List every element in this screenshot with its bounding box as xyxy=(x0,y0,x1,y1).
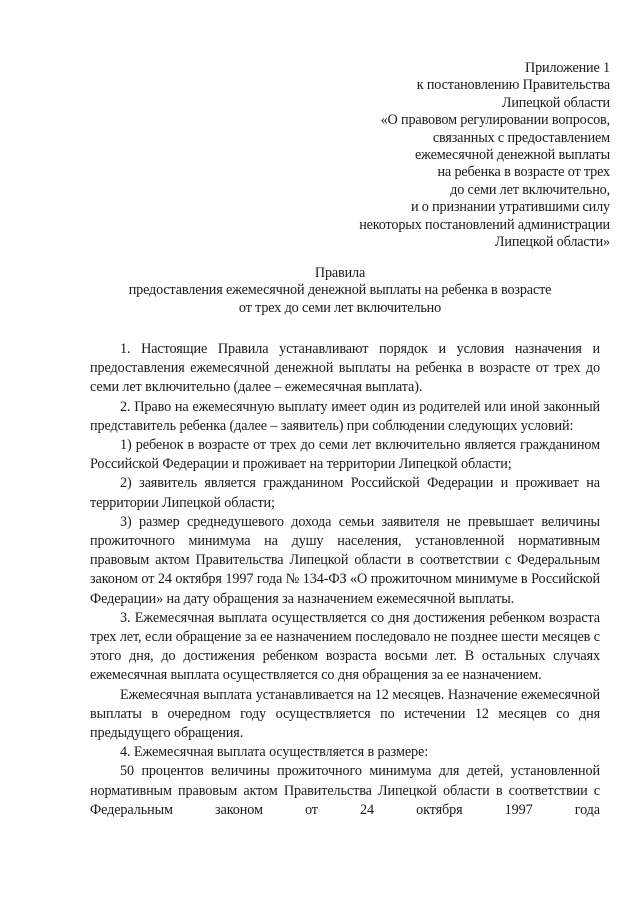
paragraph: 3. Ежемесячная выплата осуществляется со дня достижения ребенком возраста трех лет, если обращение за ее назначением последовало не позднее шести месяцев с этого дня, до достижения ребенком возраста восьми лет. В остальных случаях ежемесячная выплата осуществляется со дня обращения за ее назначением. xyxy=(90,609,600,684)
appendix-line: и о признании утратившими силу xyxy=(410,199,610,216)
appendix-line: некоторых постановлений администрации xyxy=(359,216,610,233)
appendix-line: ежемесячной денежной выплаты xyxy=(414,147,610,164)
paragraph: 3) размер среднедушевого дохода семьи заявителя не превышает величины прожиточного минимума на душу населения, установленной нормативным правовым актом Правительства Липецкой области в соответствии с Федеральным законом от 24 октября 1997 года № 134-ФЗ «О прожиточном минимуме в Российской Федерации» на дату обращения за назначением ежемесячной выплаты. xyxy=(90,513,600,607)
paragraph: 50 процентов величины прожиточного минимума для детей, установленной нормативным правовым актом Правительства Липецкой области в соответствии с Федеральным законом от 24 октября 1997 года xyxy=(90,763,600,818)
appendix-line: Липецкой области xyxy=(501,94,610,111)
appendix-line: до семи лет включительно, xyxy=(450,181,610,198)
appendix-line: Липецкой области» xyxy=(494,234,610,251)
paragraph: 2) заявитель является гражданином Российской Федерации и проживает на территории Липецкой области; xyxy=(90,475,600,511)
title-subtitle-line: предоставления ежемесячной денежной выплаты на ребенка в возрасте xyxy=(128,282,552,299)
appendix-line: «О правовом регулировании вопросов, xyxy=(380,112,610,129)
appendix-line: Приложение 1 xyxy=(525,60,610,76)
appendix-line: связанных с предоставлением xyxy=(432,129,610,146)
paragraph: 1. Настоящие Правила устанавливают порядок и условия назначения и предоставления ежемесячной денежной выплаты на ребенка в возрасте от трех до семи лет включительно (далее – ежемесячная выплата). xyxy=(90,341,600,396)
appendix-line: на ребенка в возрасте от трех xyxy=(437,164,610,181)
appendix-header xyxy=(290,60,610,251)
appendix-line: к постановлению Правительства xyxy=(416,77,610,94)
paragraph: 2. Право на ежемесячную выплату имеет один из родителей или иной законный представитель ребенка (далее – заявитель) при соблюдении следующих условий: xyxy=(90,398,600,434)
paragraph: 4. Ежемесячная выплата осуществляется в размере: xyxy=(120,744,429,761)
document-body xyxy=(90,340,600,820)
title-heading: Правила xyxy=(314,265,366,281)
title-subtitle-line: от трех до семи лет включительно xyxy=(238,299,442,316)
document-title xyxy=(90,265,590,317)
paragraph: Ежемесячная выплата устанавливается на 12 месяцев. Назначение ежемесячной выплаты в очередном году осуществляется по истечении 12 месяцев со дня предыдущего обращения. xyxy=(90,686,600,742)
paragraph: 1) ребенок в возрасте от трех до семи лет включительно является гражданином Российской Федерации и проживает на территории Липецкой области; xyxy=(90,437,600,473)
